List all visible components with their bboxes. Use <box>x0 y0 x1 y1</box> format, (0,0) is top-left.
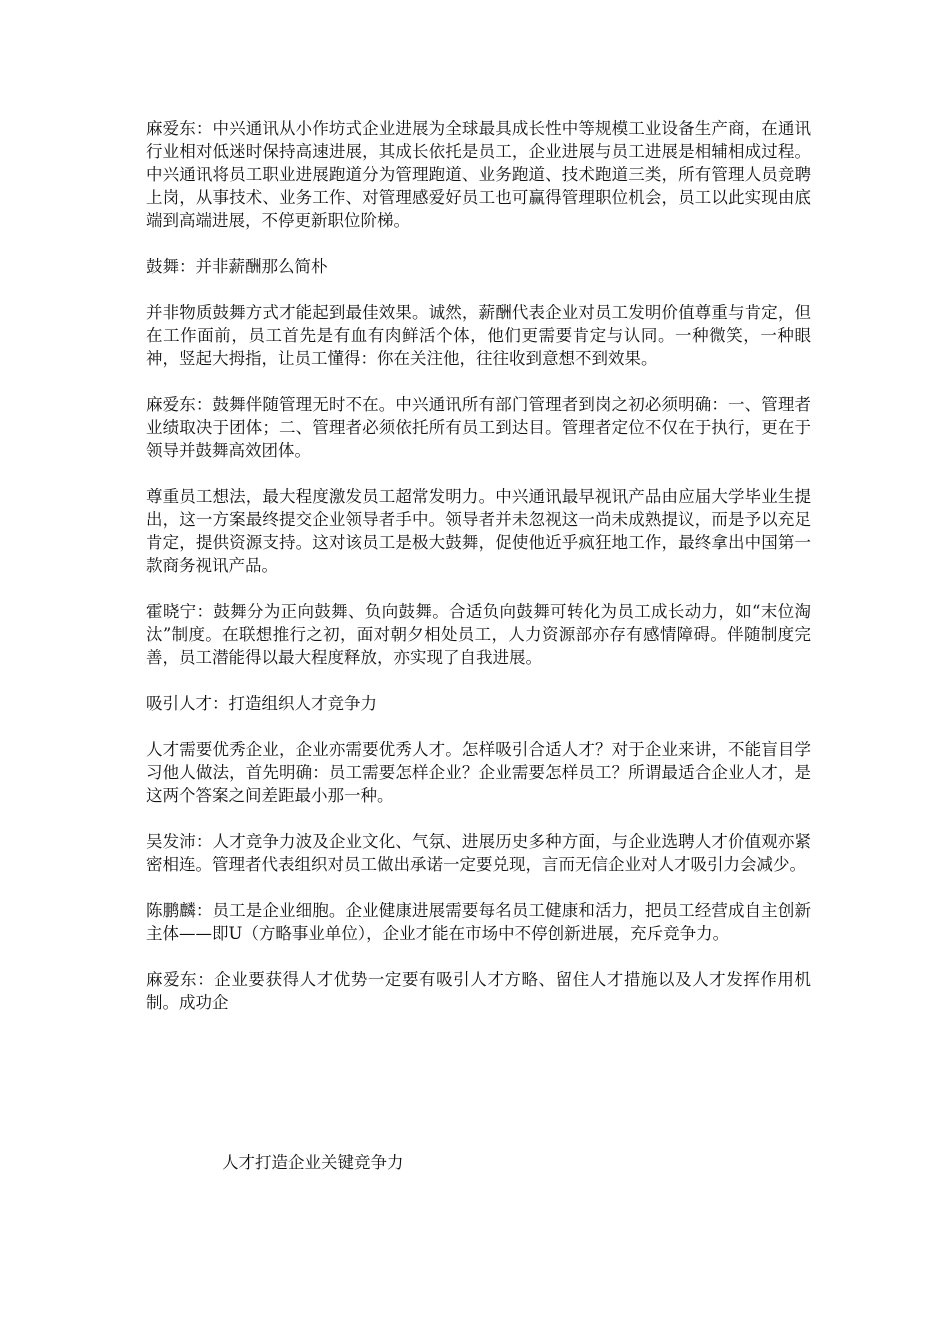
paragraph-9: 麻爱东：企业要获得人才优势一定要有吸引人才方略、留住人才措施以及人才发挥作用机制。成功企 <box>146 970 811 1012</box>
section-heading-incentive: 鼓舞：并非薪酬那么简朴 <box>146 257 328 276</box>
paragraph-6: 人才需要优秀企业，企业亦需要优秀人才。怎样吸引合适人才？对于企业来讲，不能盲目学习他人做法，首先明确：员工需要怎样企业？企业需要怎样员工？所谓最适合企业人才，是这两个答案之间差距最小那一种。 <box>146 740 811 805</box>
paragraph-7: 吴发沛：人才竞争力波及企业文化、气氛、进展历史多种方面，与企业选聘人才价值观亦紧密相连。管理者代表组织对员工做出承诺一定要兑现，言而无信企业对人才吸引力会减少。 <box>146 832 811 874</box>
paragraph-1: 麻爱东：中兴通讯从小作坊式企业进展为全球最具成长性中等规模工业设备生产商，在通讯行业相对低迷时保持高速进展，其成长依托是员工，企业进展与员工进展是相辅相成过程。中兴通讯将员工职业进展跑道分为管理跑道、业务跑道、技术跑道三类，所有管理人员竞聘上岗，从事技术、业务工作、对管理感爱好员工也可赢得管理职位机会，员工以此实现由底端到高端进展，不停更新职位阶梯。 <box>146 119 811 230</box>
paragraph-4: 尊重员工想法，最大程度激发员工超常发明力。中兴通讯最早视讯产品由应届大学毕业生提出，这一方案最终提交企业领导者手中。领导者并未忽视这一尚未成熟提议，而是予以充足肯定，提供资源支持。这对该员工是极大鼓舞，促使他近乎疯狂地工作，最终拿出中国第一款商务视讯产品。 <box>146 487 811 575</box>
paragraph-2: 并非物质鼓舞方式才能起到最佳效果。诚然，薪酬代表企业对员工发明价值尊重与肯定，但在工作面前，员工首先是有血有肉鲜活个体，他们更需要肯定与认同。一种微笑，一种眼神，竖起大拇指，让员工懂得：你在关注他，往往收到意想不到效果。 <box>146 303 811 368</box>
paragraph-5: 霍晓宁：鼓舞分为正向鼓舞、负向鼓舞。合适负向鼓舞可转化为员工成长动力，如“末位淘汰”制度。在联想推行之初，面对朝夕相处员工，人力资源部亦存有感情障碍。伴随制度完善，员工潜能得以最大程度释放，亦实现了自我进展。 <box>146 602 811 667</box>
paragraph-8: 陈鹏麟：员工是企业细胞。企业健康进展需要每名员工健康和活力，把员工经营成自主创新主体——即U（方略事业单位），企业才能在市场中不停创新进展，充斥竞争力。 <box>146 901 811 943</box>
footer-title: 人才打造企业关键竞争力 <box>222 1153 404 1172</box>
paragraph-3: 麻爱东：鼓舞伴随管理无时不在。中兴通讯所有部门管理者到岗之初必须明确：一、管理者业绩取决于团体；二、管理者必须依托所有员工到达目。管理者定位不仅在于执行，更在于领导并鼓舞高效团体。 <box>146 395 811 460</box>
section-heading-talent: 吸引人才：打造组织人才竞争力 <box>146 694 377 713</box>
document-body <box>146 117 811 1037</box>
